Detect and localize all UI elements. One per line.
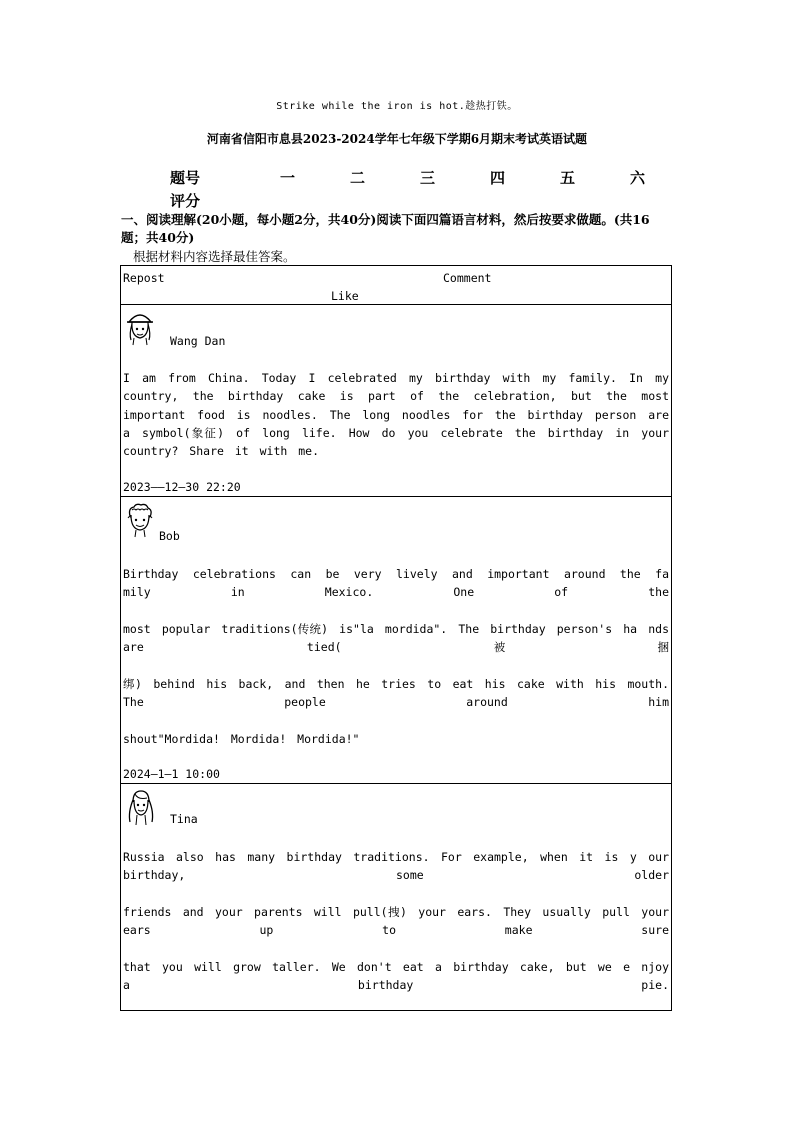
post-paragraph: Russia also has many birthday traditions. For example, when it is y our birthday, some older [123,850,669,883]
post-paragraph: 绑) behind his back, and then he tries to eat his cake with his mouth. The people around him [123,677,669,710]
comment-button[interactable]: Comment [443,271,492,285]
boy-curly-avatar-icon [125,502,155,538]
post-paragraph: friends and your parents will pull(拽) your ears. They usually pull your ears up to make sure [123,905,669,938]
social-post-frame [120,265,672,1011]
girl-long-hair-avatar-icon [125,788,157,826]
post-timestamp: 2023——12—30 22:20 [123,480,241,494]
repost-button[interactable]: Repost [123,271,165,285]
score-column-6: 六 [630,169,646,187]
divider [121,496,671,497]
score-label: 评分 [170,192,201,210]
score-column-5: 五 [560,169,576,187]
score-column-4: 四 [490,169,506,187]
score-table-header [170,167,660,187]
score-column-2: 二 [350,169,366,187]
post-paragraph: most popular traditions(传统) is"la mordida". The birthday person's ha nds are tied(被捆 [123,622,669,655]
exam-title: 河南省信阳市息县2023-2024学年七年级下学期6月期末考试英语试题 [206,132,588,146]
post-paragraph: Birthday celebrations can be very lively and important around the fa mily in Mexico. One of the [123,567,669,600]
section-instruction: 根据材料内容选择最佳答案。 [133,249,296,264]
post-text: I am from China. Today I celebrated my birthday with my family. In my country, the birthday cake is part of the celebration, but the most important food is noodles. The long noodles for the birthday person are a symbol(象征) of long life. How do you celebrate the birthday in your country? Share it with me. [123,371,669,459]
score-column-1: 一 [280,169,296,187]
like-button[interactable]: Like [331,289,359,303]
motto: Strike while the iron is hot.趁热打铁。 [276,101,518,112]
divider [121,304,671,305]
post-author-tina[interactable]: Tina [170,812,198,826]
post-paragraph: that you will grow taller. We don't eat a birthday cake, but we e njoy a birthday pie. [123,960,669,993]
score-row-label: 题号 [170,169,201,187]
score-column-3: 三 [420,169,436,187]
section-heading: 一、阅读理解(20小题，每小题2分，共40分)阅读下面四篇语言材料，然后按要求做题。(共16题；共40分) [121,212,650,245]
post-author-wang-dan[interactable]: Wang Dan [170,334,226,348]
post-timestamp: 2024—1—1 10:00 [123,767,220,781]
girl-hat-avatar-icon [125,310,155,346]
post-paragraph: shout"Mordida! Mordida! Mordida!" [123,732,360,746]
divider [121,783,671,784]
post-author-bob[interactable]: Bob [159,529,180,543]
